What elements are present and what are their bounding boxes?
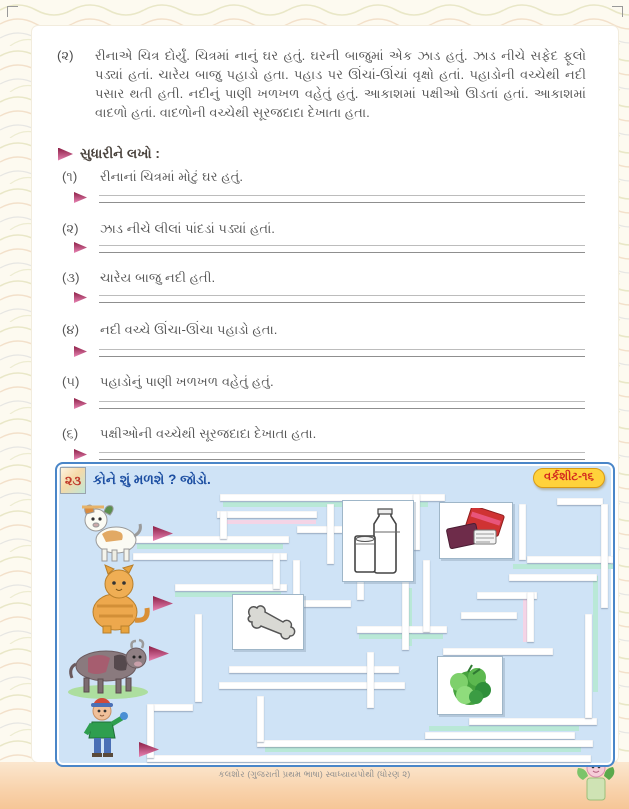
answer-blank-4[interactable] xyxy=(99,349,585,357)
dog-image xyxy=(72,502,148,569)
answer-row-5 xyxy=(74,398,586,409)
question-4 xyxy=(62,322,586,338)
passage-block xyxy=(57,46,586,122)
cow-image xyxy=(62,636,154,705)
activity-title: કોને શું મળશે ? જોડો. xyxy=(93,472,211,487)
answer-arrow-icon xyxy=(74,242,87,253)
question-number: (૪) xyxy=(62,322,79,337)
answer-row-1 xyxy=(74,192,586,203)
crop-mark xyxy=(612,6,623,17)
bone-icon xyxy=(238,602,298,642)
milk-bottle-icon xyxy=(349,506,407,576)
answer-row-4 xyxy=(74,346,586,357)
answer-blank-2[interactable] xyxy=(99,245,585,253)
answer-blank-5[interactable] xyxy=(99,401,585,409)
question-2 xyxy=(62,221,586,237)
item-box-books[interactable] xyxy=(439,502,513,559)
answer-blank-6[interactable] xyxy=(99,452,585,460)
answer-arrow-icon xyxy=(74,192,87,203)
question-3 xyxy=(62,270,586,286)
answer-arrow-icon xyxy=(74,292,87,303)
question-number: (૫) xyxy=(62,374,80,389)
answer-row-3 xyxy=(74,292,586,303)
cabbage-icon xyxy=(443,662,497,710)
answer-row-2 xyxy=(74,242,586,253)
item-box-cabbage[interactable] xyxy=(437,656,503,715)
question-text: પહાડોનું પાણી ખળખળ વહેતું હતું. xyxy=(100,374,274,389)
section-heading xyxy=(58,146,160,162)
footer-strip xyxy=(0,762,629,809)
question-6 xyxy=(62,426,586,442)
books-icon xyxy=(444,508,508,554)
arrow-marker-icon xyxy=(58,148,73,161)
question-number: (૩) xyxy=(62,270,80,285)
question-number: (૨) xyxy=(62,221,79,236)
activity-number-badge: ૨૩ xyxy=(60,467,86,494)
answer-row-6 xyxy=(74,449,586,460)
footer-text: કલશોર (ગુજરાતી પ્રથમ ભાષા) સ્વાધ્યાયપોથી (ધોરણ ૨) xyxy=(218,769,411,779)
answer-arrow-icon xyxy=(74,346,87,357)
boy-image xyxy=(72,698,138,765)
question-5 xyxy=(62,374,586,390)
question-text: ઝાડ નીચે લીલાં પાંદડાં પડ્યાં હતાં. xyxy=(100,221,275,236)
cat-image xyxy=(75,564,153,641)
item-box-bone[interactable] xyxy=(232,594,304,650)
question-1 xyxy=(62,169,586,185)
question-number: (૧) xyxy=(62,169,78,184)
answer-blank-1[interactable] xyxy=(99,195,585,203)
maze-activity-panel xyxy=(55,462,615,767)
item-box-milk[interactable] xyxy=(342,500,414,582)
crop-mark xyxy=(7,6,18,17)
answer-blank-3[interactable] xyxy=(99,295,585,303)
question-text: નદી વચ્ચે ઊંચા-ઊંચા પહાડો હતા. xyxy=(100,322,278,337)
worksheet-badge: વર્કશીટ-૧૬ xyxy=(533,468,605,488)
section-title: સુધારીને લખો : xyxy=(80,146,160,161)
passage-text: રીનાએ ચિત્ર દોર્યું. ચિત્રમાં નાનું ઘર હતું. ઘરની બાજુમાં એક ઝાડ હતું. ઝાડ નીચે સફેદ ફૂલો પડ્યાં હતાં. ચારેય બાજુ પહાડો હતા. પહાડ પર ઊંચાં-ઊંચાં વૃક્ષો હતાં. પહાડોની વચ્ચેથી નદી પસાર થતી હતી. નદીનું પાણી ખળખળ વહેતું હતું. આકાશમાં પક્ષીઓ ઊડતાં હતાં. આકાશમાં વાદળો હતાં. વાદળોની વચ્ચેથી સૂરજદાદા દેખાતા હતા. xyxy=(95,48,586,120)
answer-arrow-icon xyxy=(74,398,87,409)
question-text: ચારેય બાજુ નદી હતી. xyxy=(100,270,216,285)
question-text: પક્ષીઓની વચ્ચેથી સૂરજદાદા દેખાતા હતા. xyxy=(100,426,317,441)
question-text: રીનાનાં ચિત્રમાં મોટું ઘર હતું. xyxy=(100,169,244,184)
cow-entry-arrow-icon xyxy=(149,646,169,661)
passage-number: (૨) xyxy=(57,48,74,63)
answer-arrow-icon xyxy=(74,449,87,460)
cat-entry-arrow-icon xyxy=(153,596,173,611)
question-number: (૬) xyxy=(62,426,79,441)
